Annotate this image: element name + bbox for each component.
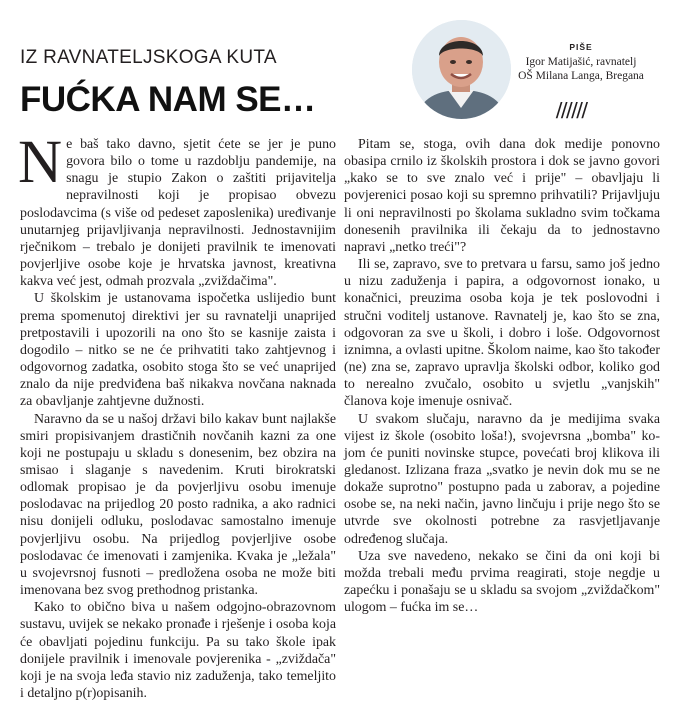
drop-cap: N bbox=[18, 129, 63, 196]
byline bbox=[516, 40, 646, 83]
article-paragraph-6: Ili se, zapravo, sve to pretvara u farsu, samo još jedno u nizu zaduženja i papira, a odgovornost ionako, u konačnici, preuzima osoba koja je tek poslovodni i stručni voditelj ustanove. Ravnatelj je, kao što se zna, odgovoran za sve u školi, i dobro i loše. Odgovornost iznimna, a ovlasti upitne. Školom naime, kao što također (ne) zna se, zapravo upravlja školski odbor, koliko god to nerealno zvučalo, osobito u svjetlu „vanjskih" članova koje imenuje osnivač. bbox=[344, 257, 660, 410]
article-paragraph-8: Uza sve navedeno, nekako se čini da oni koji bi možda trebali među prvima reagirati, stoje negdje u zapećku i ponašaju se u skladu sa svojom „zviždačkom" ulogom – fućka im se… bbox=[344, 548, 660, 616]
byline-label: PIŠE bbox=[569, 42, 593, 52]
paragraph-1-text: e baš tako davno, sjetit ćete se jer je puno govora bilo o tome u razdoblju pandemije, na snagu je stupio Zakon o zaštiti prijavitelja nepravilnosti koji je propisao obvezu poslodavcima (s više od pedeset zaposlenika) uređivanje unutarnjeg prijavljivanja nepravilnosti. Jednostavnijim rječnikom – trebalo je donijeti pravilnik te imenovati povjerljive osobe koje je hrvatska javnost, kreativna kakva već jest, odmah prozvala „zviždačima". bbox=[20, 137, 336, 290]
author-school: OŠ Milana Langa, Bregana bbox=[518, 70, 644, 82]
author-name: Igor Matijašić, ravnatelj bbox=[525, 56, 637, 68]
article-paragraph-4: Kako to obično biva u našem odgojno-obrazovnom sustavu, uvijek se nekako pronađe i rješenje i osoba koja će obavljati pojedinu funkciju. Pa su tako škole ipak donijele pravilnik i imenovale povjerenika - „zviždača" koji je na svoja leđa stavio niz zaduženja, tako temeljito i detaljno p(r)opisanih. bbox=[20, 600, 336, 701]
article-paragraph-1 bbox=[18, 129, 336, 290]
article-paragraph-3: Naravno da se u našoj državi bilo kakav bunt najlakše smiri propisivanjem drastičnih novčanih kazni za one koji ne postupaju u skladu s donesenim, bez obzira na smisao i slaganje s navedenim. Kruti birokratski odlomak propisao je da povjerljivu osobu imenuje poslodavac na prijedlog 20 posto radnika, a ako radnici nisu donijeli odluku, poslodavac samostalno imenuje povjerljivu osobu. Na prijedlog povjerljive osobe poslodavac će imenovati i zamjenika. Kvaka je „ležala" u svojevrsnoj fusnoti – predložena osoba ne može biti imenovana bez svog prethodnog pristanka. bbox=[20, 411, 336, 599]
author-portrait-icon bbox=[412, 20, 511, 119]
article-column-right bbox=[344, 136, 660, 616]
article-column-left bbox=[18, 129, 336, 702]
section-kicker: IZ RAVNATELJSKOGA KUTA bbox=[20, 47, 277, 68]
article-paragraph-2: U školskim je ustanovama ispočetka uslijedio bunt prema spomenutoj direktivi jer su ravnatelji unaprijed pretpostavili i upozorili na ono što se kasnije zaista i dogodilo – nitko se ne će prihvatiti tako zahtjevnog i odgovornog zadatka, osobito stoga što se već unaprijed znalo da nije predviđena baš nikakva novčana naknada za obavljanje zahtjevne dužnosti. bbox=[20, 291, 336, 410]
decorative-slashes: ////// bbox=[555, 98, 588, 123]
article-headline: FUĆKA NAM SE… bbox=[20, 80, 316, 119]
article-paragraph-5: Pitam se, stoga, ovih dana dok medije ponovno obasipa crnilo iz školskih prostora i dok se javno govori „kako se to sve znalo već i prije" – obavljaju li povjerenici posao koji su spremno prihvatili? Prijavljuju li oni nepravilnosti po školama sukladno svim točkama donesenih pravilnika ili čekaju da to jednostavno napravi „netko treći"? bbox=[344, 137, 660, 255]
author-photo bbox=[412, 20, 511, 119]
article-paragraph-7: U svakom slučaju, naravno da je medijima svaka vijest iz škole (osobito loša!), svojevrsna „bomba" kojom će puniti novinske stupce, povećati broj klikova ili gledanost. Izlizana fraza „svatko je nevin dok mu se ne dokaže suprotno" postupno pada u zaborav, a pojedine osobe se, na neki način, javno linčuju i prije nego što se utvrde sve okolnosti potrebne za rasvjetljavanje određenog slučaja. bbox=[344, 411, 660, 547]
